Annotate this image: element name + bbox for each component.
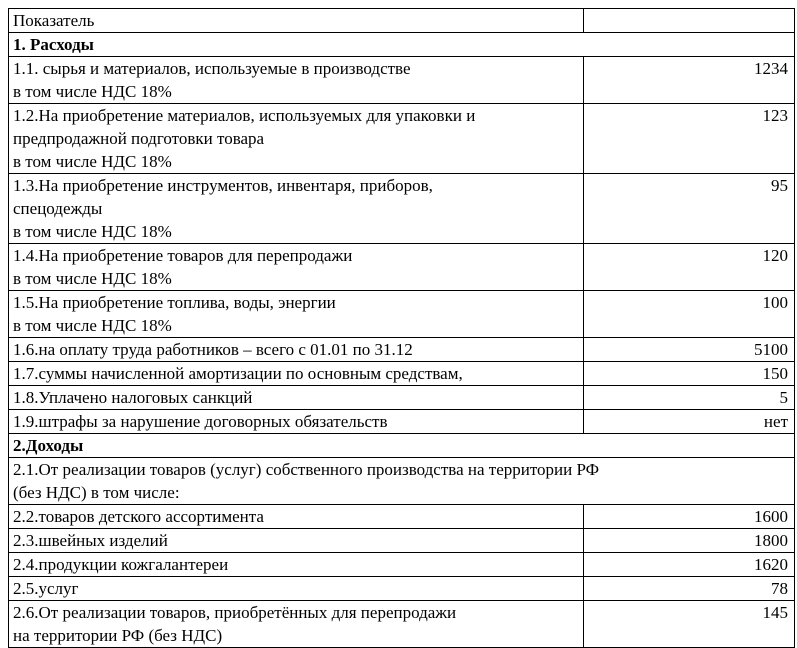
row-label-line: спецодежды: [13, 199, 103, 218]
row-value: 1234: [584, 57, 795, 104]
row-value: нет: [584, 410, 795, 434]
row-label-line: в том числе НДС 18%: [13, 269, 172, 288]
row-label-line: 1.3.На приобретение инструментов, инвентаря, приборов,: [13, 176, 433, 195]
row-label-line: предпродажной подготовки товара: [13, 129, 265, 148]
row-value: 5100: [584, 338, 795, 362]
table-row: [9, 291, 795, 338]
row-label-line: 1.4.На приобретение товаров для перепродажи: [13, 246, 353, 265]
row-label-line: 1.2.На приобретение материалов, используемых для упаковки и: [13, 106, 476, 125]
row-value: 150: [584, 362, 795, 386]
section-title-expenses: 1. Расходы: [9, 33, 795, 57]
row-label-line: 2.5.услуг: [13, 579, 79, 598]
row-label-line: (без НДС) в том числе:: [13, 483, 180, 502]
table-row: [9, 386, 795, 410]
row-value: 1620: [584, 553, 795, 577]
row-label: [9, 57, 584, 104]
row-label: [9, 291, 584, 338]
row-label: [9, 529, 584, 553]
indicators-table: [8, 8, 795, 648]
row-label-line: 1.1. сырья и материалов, используемые в производстве: [13, 59, 411, 78]
table-row: [9, 601, 795, 648]
row-label: [9, 362, 584, 386]
table-row: [9, 410, 795, 434]
table-row: [9, 174, 795, 244]
row-label: [9, 104, 584, 174]
row-label-line: 1.7.суммы начисленной амортизации по основным средствам,: [13, 364, 463, 383]
row-label-line: 2.4.продукции кожгалантереи: [13, 555, 229, 574]
row-label: [9, 338, 584, 362]
row-label-line: 1.6.на оплату труда работников – всего с 01.01 по 31.12: [13, 340, 413, 359]
row-label: [9, 601, 584, 648]
row-value: 100: [584, 291, 795, 338]
row-value: 123: [584, 104, 795, 174]
row-label-line: на территории РФ (без НДС): [13, 626, 223, 645]
table-row: [9, 577, 795, 601]
row-label: [9, 244, 584, 291]
row-value: 120: [584, 244, 795, 291]
row-value: 5: [584, 386, 795, 410]
row-label-line: в том числе НДС 18%: [13, 222, 172, 241]
row-label: [9, 410, 584, 434]
row-label-line: 2.1.От реализации товаров (услуг) собственного производства на территории РФ: [13, 460, 600, 479]
section-title-row: [9, 33, 795, 57]
table-row: [9, 529, 795, 553]
header-label: Показатель: [9, 9, 584, 33]
row-label: [9, 386, 584, 410]
table-row: [9, 505, 795, 529]
row-label: [9, 458, 795, 505]
table-row: [9, 104, 795, 174]
section-title-income: 2.Доходы: [9, 434, 795, 458]
table-row-full-width: [9, 458, 795, 505]
header-value: [584, 9, 795, 33]
section-title-row: [9, 434, 795, 458]
row-label-line: в том числе НДС 18%: [13, 82, 172, 101]
row-value: 145: [584, 601, 795, 648]
row-value: 95: [584, 174, 795, 244]
row-label: [9, 577, 584, 601]
row-label-line: 1.5.На приобретение топлива, воды, энергии: [13, 293, 336, 312]
row-label-line: в том числе НДС 18%: [13, 316, 172, 335]
table-header-row: [9, 9, 795, 33]
row-value: 1800: [584, 529, 795, 553]
row-label-line: в том числе НДС 18%: [13, 152, 172, 171]
row-label: [9, 553, 584, 577]
row-value: 1600: [584, 505, 795, 529]
row-label-line: 2.6.От реализации товаров, приобретённых для перепродажи: [13, 603, 457, 622]
row-label-line: 2.3.швейных изделий: [13, 531, 168, 550]
table-row: [9, 57, 795, 104]
row-label: [9, 505, 584, 529]
table-row: [9, 244, 795, 291]
row-value: 78: [584, 577, 795, 601]
row-label-line: 2.2.товаров детского ассортимента: [13, 507, 264, 526]
row-label: [9, 174, 584, 244]
row-label-line: 1.9.штрафы за нарушение договорных обязательств: [13, 412, 388, 431]
table-row: [9, 553, 795, 577]
table-row: [9, 338, 795, 362]
table-row: [9, 362, 795, 386]
row-label-line: 1.8.Уплачено налоговых санкций: [13, 388, 253, 407]
